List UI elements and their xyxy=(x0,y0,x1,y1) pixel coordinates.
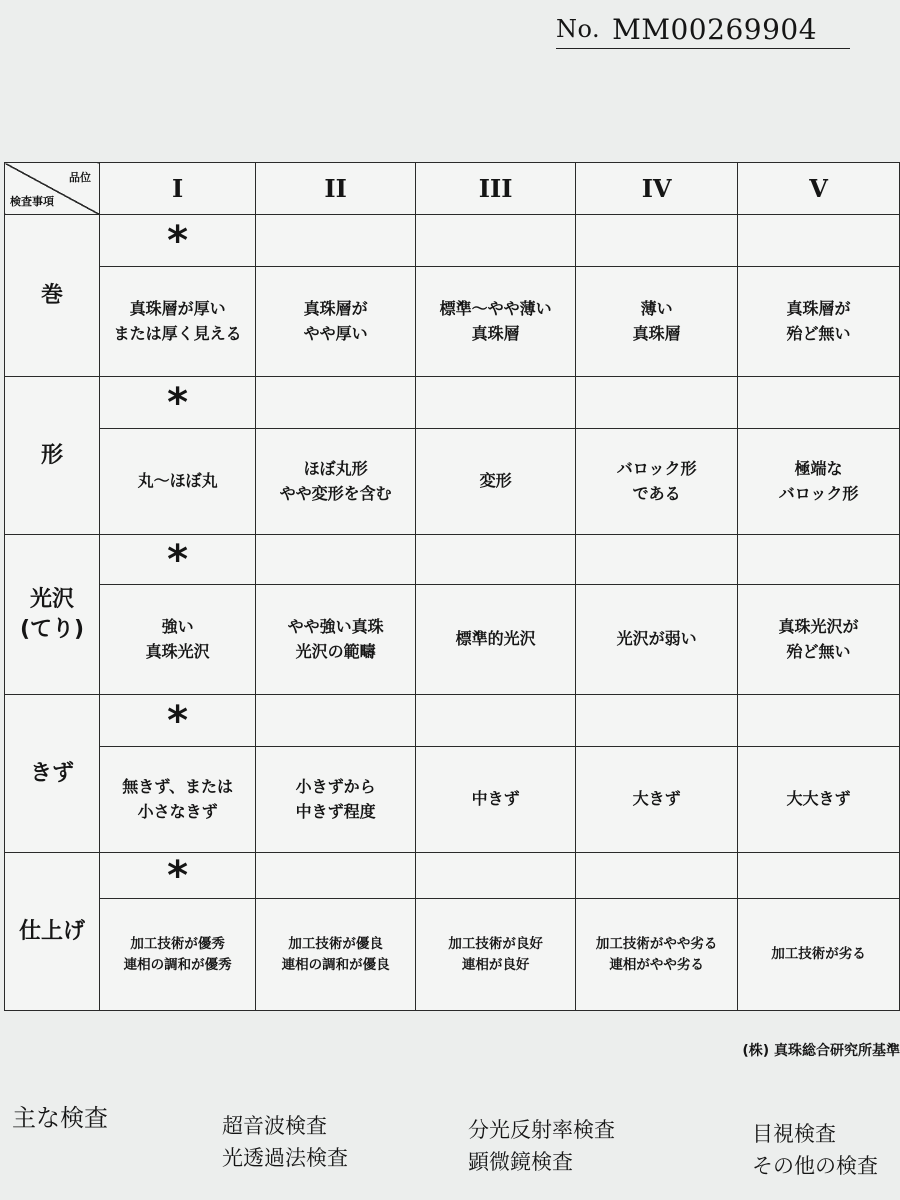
grade-description: 真珠光沢が 殆ど無い xyxy=(738,585,900,695)
empty-mark-cell xyxy=(576,695,738,747)
empty-mark-cell xyxy=(576,535,738,585)
inspections-title: 主な検査 xyxy=(12,1104,108,1132)
category-label: 仕上げ xyxy=(5,853,100,1011)
empty-mark-cell xyxy=(576,215,738,267)
grade-description: バロック形 である xyxy=(576,429,738,535)
grade-description: 強い 真珠光沢 xyxy=(100,585,256,695)
corner-label-grade: 品位 xyxy=(69,171,92,184)
grade-table xyxy=(4,162,900,1011)
description-row xyxy=(5,747,900,853)
grade-mark: * xyxy=(100,695,256,747)
inspection-item: 光透過法検査 xyxy=(222,1146,348,1170)
empty-mark-cell xyxy=(256,535,416,585)
grade-mark: * xyxy=(100,853,256,899)
empty-mark-cell xyxy=(738,853,900,899)
grade-description: 加工技術が良好 連相が良好 xyxy=(416,899,576,1011)
inspection-item: その他の検査 xyxy=(752,1154,878,1178)
corner-label-inspection: 検査事項 xyxy=(10,195,54,208)
grade-description: 標準～やや薄い 真珠層 xyxy=(416,267,576,377)
grade-description: 真珠層が やや厚い xyxy=(256,267,416,377)
grade-description: 無きず、または 小さなきず xyxy=(100,747,256,853)
grade-mark: * xyxy=(100,535,256,585)
empty-mark-cell xyxy=(576,853,738,899)
mark-row xyxy=(5,853,900,899)
standard-org-note: (株) 真珠総合研究所基準 xyxy=(742,1043,900,1059)
grade-description: 加工技術が優良 連相の調和が優良 xyxy=(256,899,416,1011)
certificate-number xyxy=(556,10,850,49)
grade-description: 大大きず xyxy=(738,747,900,853)
grade-description: 丸～ほぼ丸 xyxy=(100,429,256,535)
grade-description: 薄い 真珠層 xyxy=(576,267,738,377)
empty-mark-cell xyxy=(416,215,576,267)
empty-mark-cell xyxy=(256,377,416,429)
grade-mark: * xyxy=(100,215,256,267)
description-row xyxy=(5,585,900,695)
mark-row xyxy=(5,377,900,429)
mark-row xyxy=(5,215,900,267)
description-row xyxy=(5,899,900,1011)
inspection-item: 分光反射率検査 xyxy=(468,1118,615,1142)
certificate-number-value: MM00269904 xyxy=(612,12,818,46)
grade-description: ほぼ丸形 やや変形を含む xyxy=(256,429,416,535)
grade-header: II xyxy=(256,163,416,215)
grade-description: 光沢が弱い xyxy=(576,585,738,695)
empty-mark-cell xyxy=(416,853,576,899)
description-row xyxy=(5,429,900,535)
grade-description: 加工技術が優秀 連相の調和が優秀 xyxy=(100,899,256,1011)
grade-header: I xyxy=(100,163,256,215)
inspection-item: 超音波検査 xyxy=(222,1114,327,1138)
grade-description: 加工技術がやや劣る 連相がやや劣る xyxy=(576,899,738,1011)
grade-description: 真珠層が厚い または厚く見える xyxy=(100,267,256,377)
grade-description: やや強い真珠 光沢の範疇 xyxy=(256,585,416,695)
inspection-item: 顕微鏡検査 xyxy=(468,1150,573,1174)
grade-description: 大きず xyxy=(576,747,738,853)
corner-header xyxy=(5,163,100,215)
empty-mark-cell xyxy=(738,535,900,585)
empty-mark-cell xyxy=(738,215,900,267)
category-label: 光沢 (てり) xyxy=(5,535,100,695)
grade-header-row xyxy=(5,163,900,215)
grade-description: 変形 xyxy=(416,429,576,535)
empty-mark-cell xyxy=(576,377,738,429)
grade-header: V xyxy=(738,163,900,215)
grade-description: 中きず xyxy=(416,747,576,853)
empty-mark-cell xyxy=(256,853,416,899)
grade-description: 小きずから 中きず程度 xyxy=(256,747,416,853)
empty-mark-cell xyxy=(738,695,900,747)
grade-mark: * xyxy=(100,377,256,429)
inspection-item: 目視検査 xyxy=(752,1122,836,1146)
description-row xyxy=(5,267,900,377)
empty-mark-cell xyxy=(416,695,576,747)
empty-mark-cell xyxy=(738,377,900,429)
mark-row xyxy=(5,695,900,747)
certificate-number-label: No. xyxy=(556,15,601,43)
grade-description: 極端な バロック形 xyxy=(738,429,900,535)
category-label: 巻 xyxy=(5,215,100,377)
empty-mark-cell xyxy=(416,535,576,585)
empty-mark-cell xyxy=(256,695,416,747)
grade-description: 標準的光沢 xyxy=(416,585,576,695)
grade-header: III xyxy=(416,163,576,215)
empty-mark-cell xyxy=(416,377,576,429)
grade-header: IV xyxy=(576,163,738,215)
category-label: 形 xyxy=(5,377,100,535)
empty-mark-cell xyxy=(256,215,416,267)
category-label: きず xyxy=(5,695,100,853)
grade-description: 加工技術が劣る xyxy=(738,899,900,1011)
grade-description: 真珠層が 殆ど無い xyxy=(738,267,900,377)
mark-row xyxy=(5,535,900,585)
